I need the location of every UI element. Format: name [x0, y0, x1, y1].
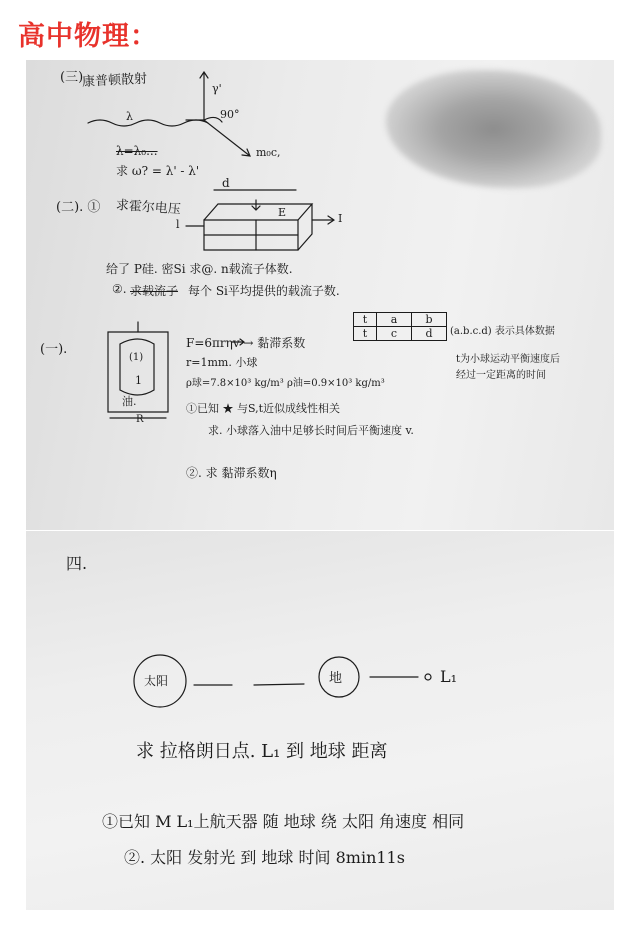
- earth-label: 地: [329, 671, 343, 686]
- table-cell: t: [354, 327, 377, 341]
- section-1-heading: (一).: [40, 342, 68, 357]
- cylinder-bottom: 油.: [122, 395, 137, 408]
- lagrange-question: 求 拉格朗日点. L₁ 到 地球 距离: [136, 741, 388, 762]
- table-cell: t: [354, 313, 377, 327]
- hall-part2-struck: 求载流子: [130, 284, 179, 298]
- table-cell: a: [377, 313, 412, 327]
- hall-dim-d: d: [222, 176, 230, 190]
- table-note-2: t为小球运动平衡速度后: [456, 354, 561, 365]
- table-cell: b: [412, 313, 447, 327]
- compton-ray-label: γ': [212, 82, 222, 95]
- notes-photo-2: [26, 531, 614, 910]
- hall-given: 给了 P硅. 密Si 求@. n载流子体数.: [106, 262, 293, 276]
- section-2-topic: 求霍尔电压: [115, 198, 182, 218]
- stokes-formula: F=6πrηv → 黏滞系数: [186, 336, 306, 350]
- cylinder-radius: R: [136, 414, 144, 425]
- page-title: 高中物理：: [18, 21, 158, 52]
- table-note-1: (a.b.c.d) 表示具体数据: [450, 326, 555, 337]
- lagrange-given-2: ②. 太阳 发射光 到 地球 时间 8min11s: [124, 848, 405, 867]
- part1-find: 求. 小球落入油中足够长时间后平衡速度 v.: [208, 424, 414, 437]
- sun-label: 太阳: [144, 674, 169, 688]
- compton-lambda-label: λ: [126, 110, 133, 123]
- table-note-3: 经过一定距离的时间: [456, 370, 546, 381]
- table-cell: c: [377, 327, 412, 341]
- notes-photo-1: [26, 60, 614, 530]
- data-table: [353, 312, 447, 341]
- cylinder-label: (1): [129, 352, 144, 363]
- compton-electron-label: m₀c,: [256, 146, 281, 159]
- section-2-heading: (二). ①: [56, 200, 101, 215]
- table-cell: d: [412, 327, 447, 341]
- hall-part2-mark: ②.: [112, 282, 127, 296]
- cylinder-mid: 1: [135, 374, 142, 387]
- compton-find-struck: λ=λ₀...: [116, 144, 158, 158]
- l1-label: L₁: [440, 667, 458, 686]
- part2-find: ②. 求 黏滞系数η: [186, 466, 277, 480]
- section-4-heading: 四.: [66, 554, 88, 573]
- part1-given: ①已知 ★ 与S,t近似成线性相关: [186, 402, 341, 415]
- hall-dim-I: I: [338, 212, 343, 225]
- section-3-heading: (三): [60, 70, 84, 85]
- lagrange-given-1: ①已知 M L₁上航天器 随 地球 绕 太阳 角速度 相同: [102, 812, 465, 831]
- compton-angle-label: 90°: [220, 108, 240, 121]
- table-row: [354, 313, 447, 327]
- hall-dim-l: l: [176, 218, 180, 231]
- hall-dim-E: E: [278, 206, 287, 219]
- compton-find: 求 ω? = λ' - λ': [116, 164, 200, 178]
- hall-part2: 每个 Si平均提供的载流子数.: [188, 284, 340, 298]
- table-row: [354, 327, 447, 341]
- ball-radius: r=1mm. 小球: [186, 356, 258, 369]
- section-3-topic: 康普顿散射: [81, 71, 148, 90]
- densities: ρ球=7.8×10³ kg/m³ ρ油=0.9×10³ kg/m³: [186, 378, 385, 389]
